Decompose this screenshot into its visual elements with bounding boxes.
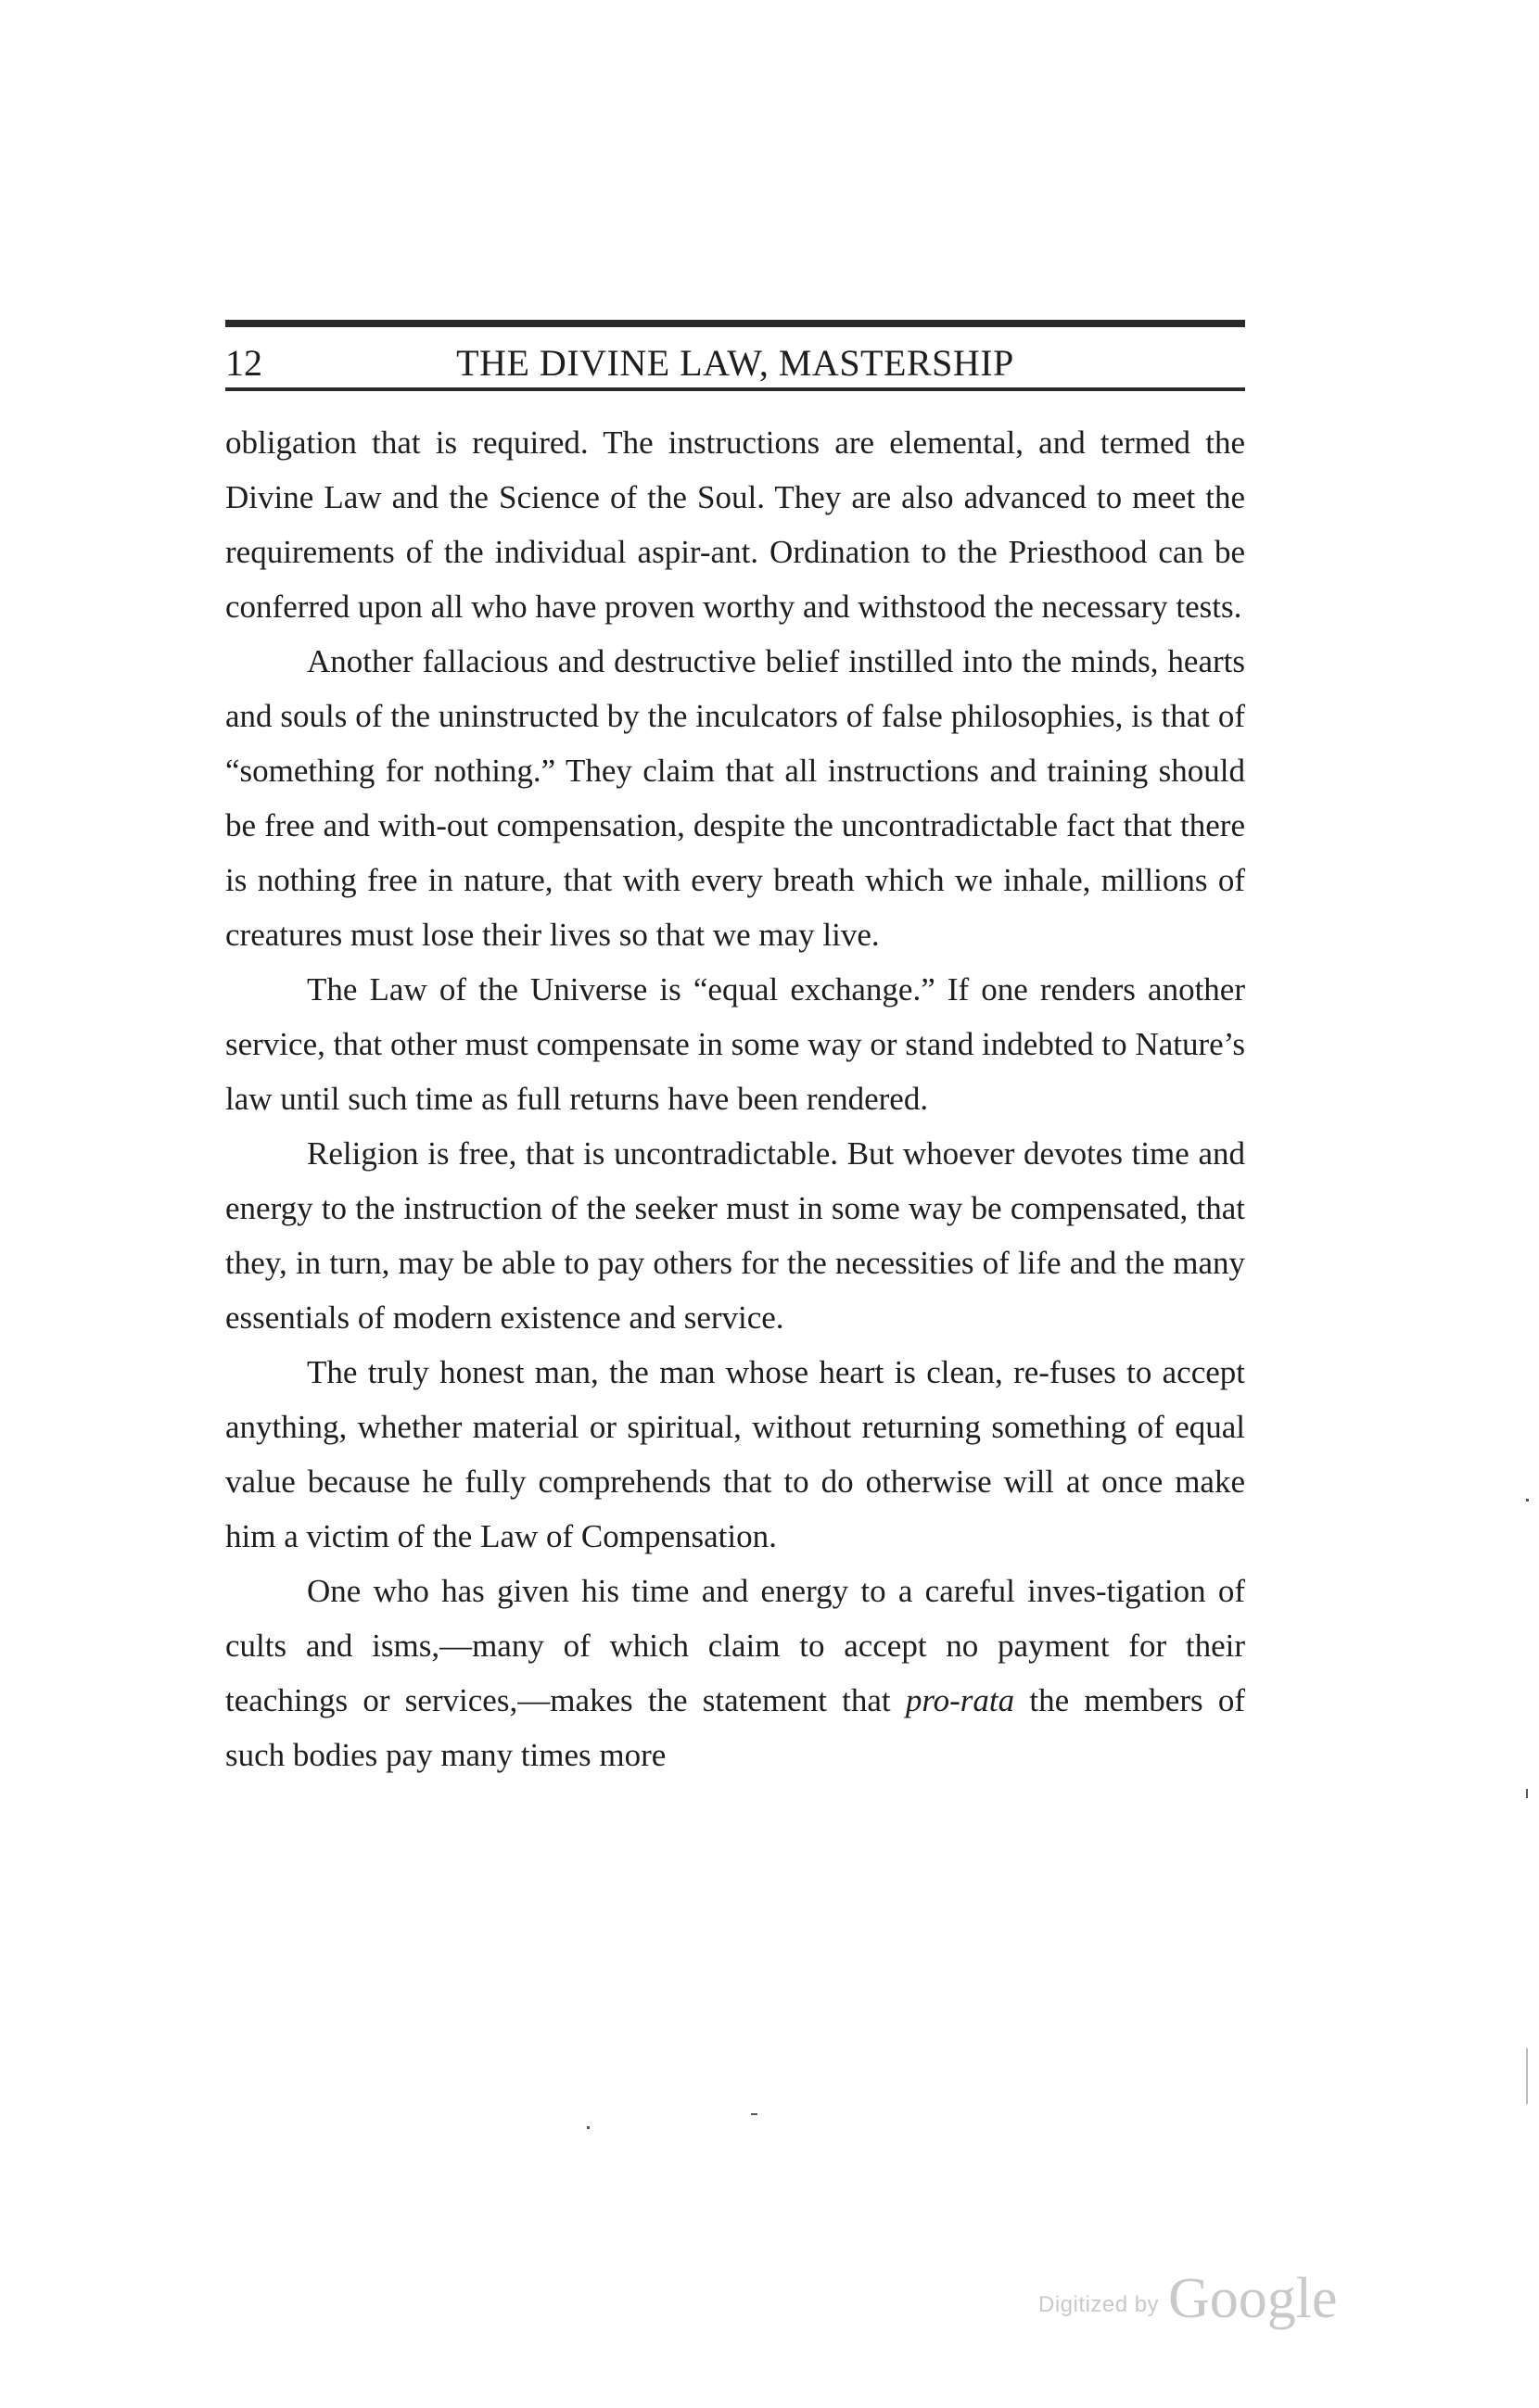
page-number: 12 — [225, 342, 262, 384]
scan-speck — [751, 2113, 757, 2115]
header-rule-bottom — [225, 387, 1245, 391]
google-logo: Google — [1168, 2267, 1338, 2330]
scan-speck — [587, 2126, 590, 2129]
running-title: THE DIVINE LAW, MASTERSHIP — [456, 342, 1014, 384]
paragraph: The truly honest man, the man whose heart is clean, re-fuses to accept anything, whether material or spiritual, without returning something of equal value because he fully comprehends that to do otherwise will at once make him a victim of the Law of Compensation. — [225, 1354, 1245, 1554]
body-text — [225, 415, 1245, 1782]
paragraph: obligation that is required. The instructions are elemental, and termed the Divine Law and the Science of the Soul. They are also advanced to meet the requirements of the individual aspir-ant. Ordination to the Priesthood can be conferred upon all who have proven worthy and withstood the necessary tests. — [225, 425, 1245, 625]
digitized-by-google-watermark — [1038, 2266, 1372, 2331]
paragraph-last — [225, 1564, 1245, 1782]
paragraph: The Law of the Universe is “equal exchange.” If one renders another service, that other must compensate in some way or stand indebted to Nature’s law until such time as full returns have been rendered. — [225, 971, 1245, 1117]
text-after-italic: the members of such bodies pay many times more — [225, 1682, 1245, 1773]
scan-speck — [1526, 1499, 1529, 1502]
text-before-italic: One who has given his time and energy to a careful inves-tigation of cults and isms,—many of which claim to accept no payment for their teachings or services,—makes the statement that — [225, 1573, 1245, 1718]
italic-term: pro-rata — [905, 1682, 1015, 1718]
scan-speck — [1526, 2048, 1528, 2104]
paragraph: Another fallacious and destructive belief instilled into the minds, hearts and souls of the uninstructed by the inculcators of false philosophies, is that of “something for nothing.” They claim that all instructions and training should be free and with-out compensation, despite the uncontradictable fact that there is nothing free in nature, that with every breath which we inhale, millions of creatures must lose their lives so that we may live. — [225, 643, 1245, 953]
watermark-prefix: Digitized by — [1038, 2292, 1160, 2317]
header-rule-top — [225, 320, 1245, 327]
paragraph: Religion is free, that is uncontradictable. But whoever devotes time and energy to the instruction of the seeker must in some way be compensated, that they, in turn, may be able to pay others for the necessities of life and the many essentials of modern existence and service. — [225, 1135, 1245, 1336]
running-head — [225, 341, 1245, 386]
scan-speck — [1526, 1789, 1528, 1798]
